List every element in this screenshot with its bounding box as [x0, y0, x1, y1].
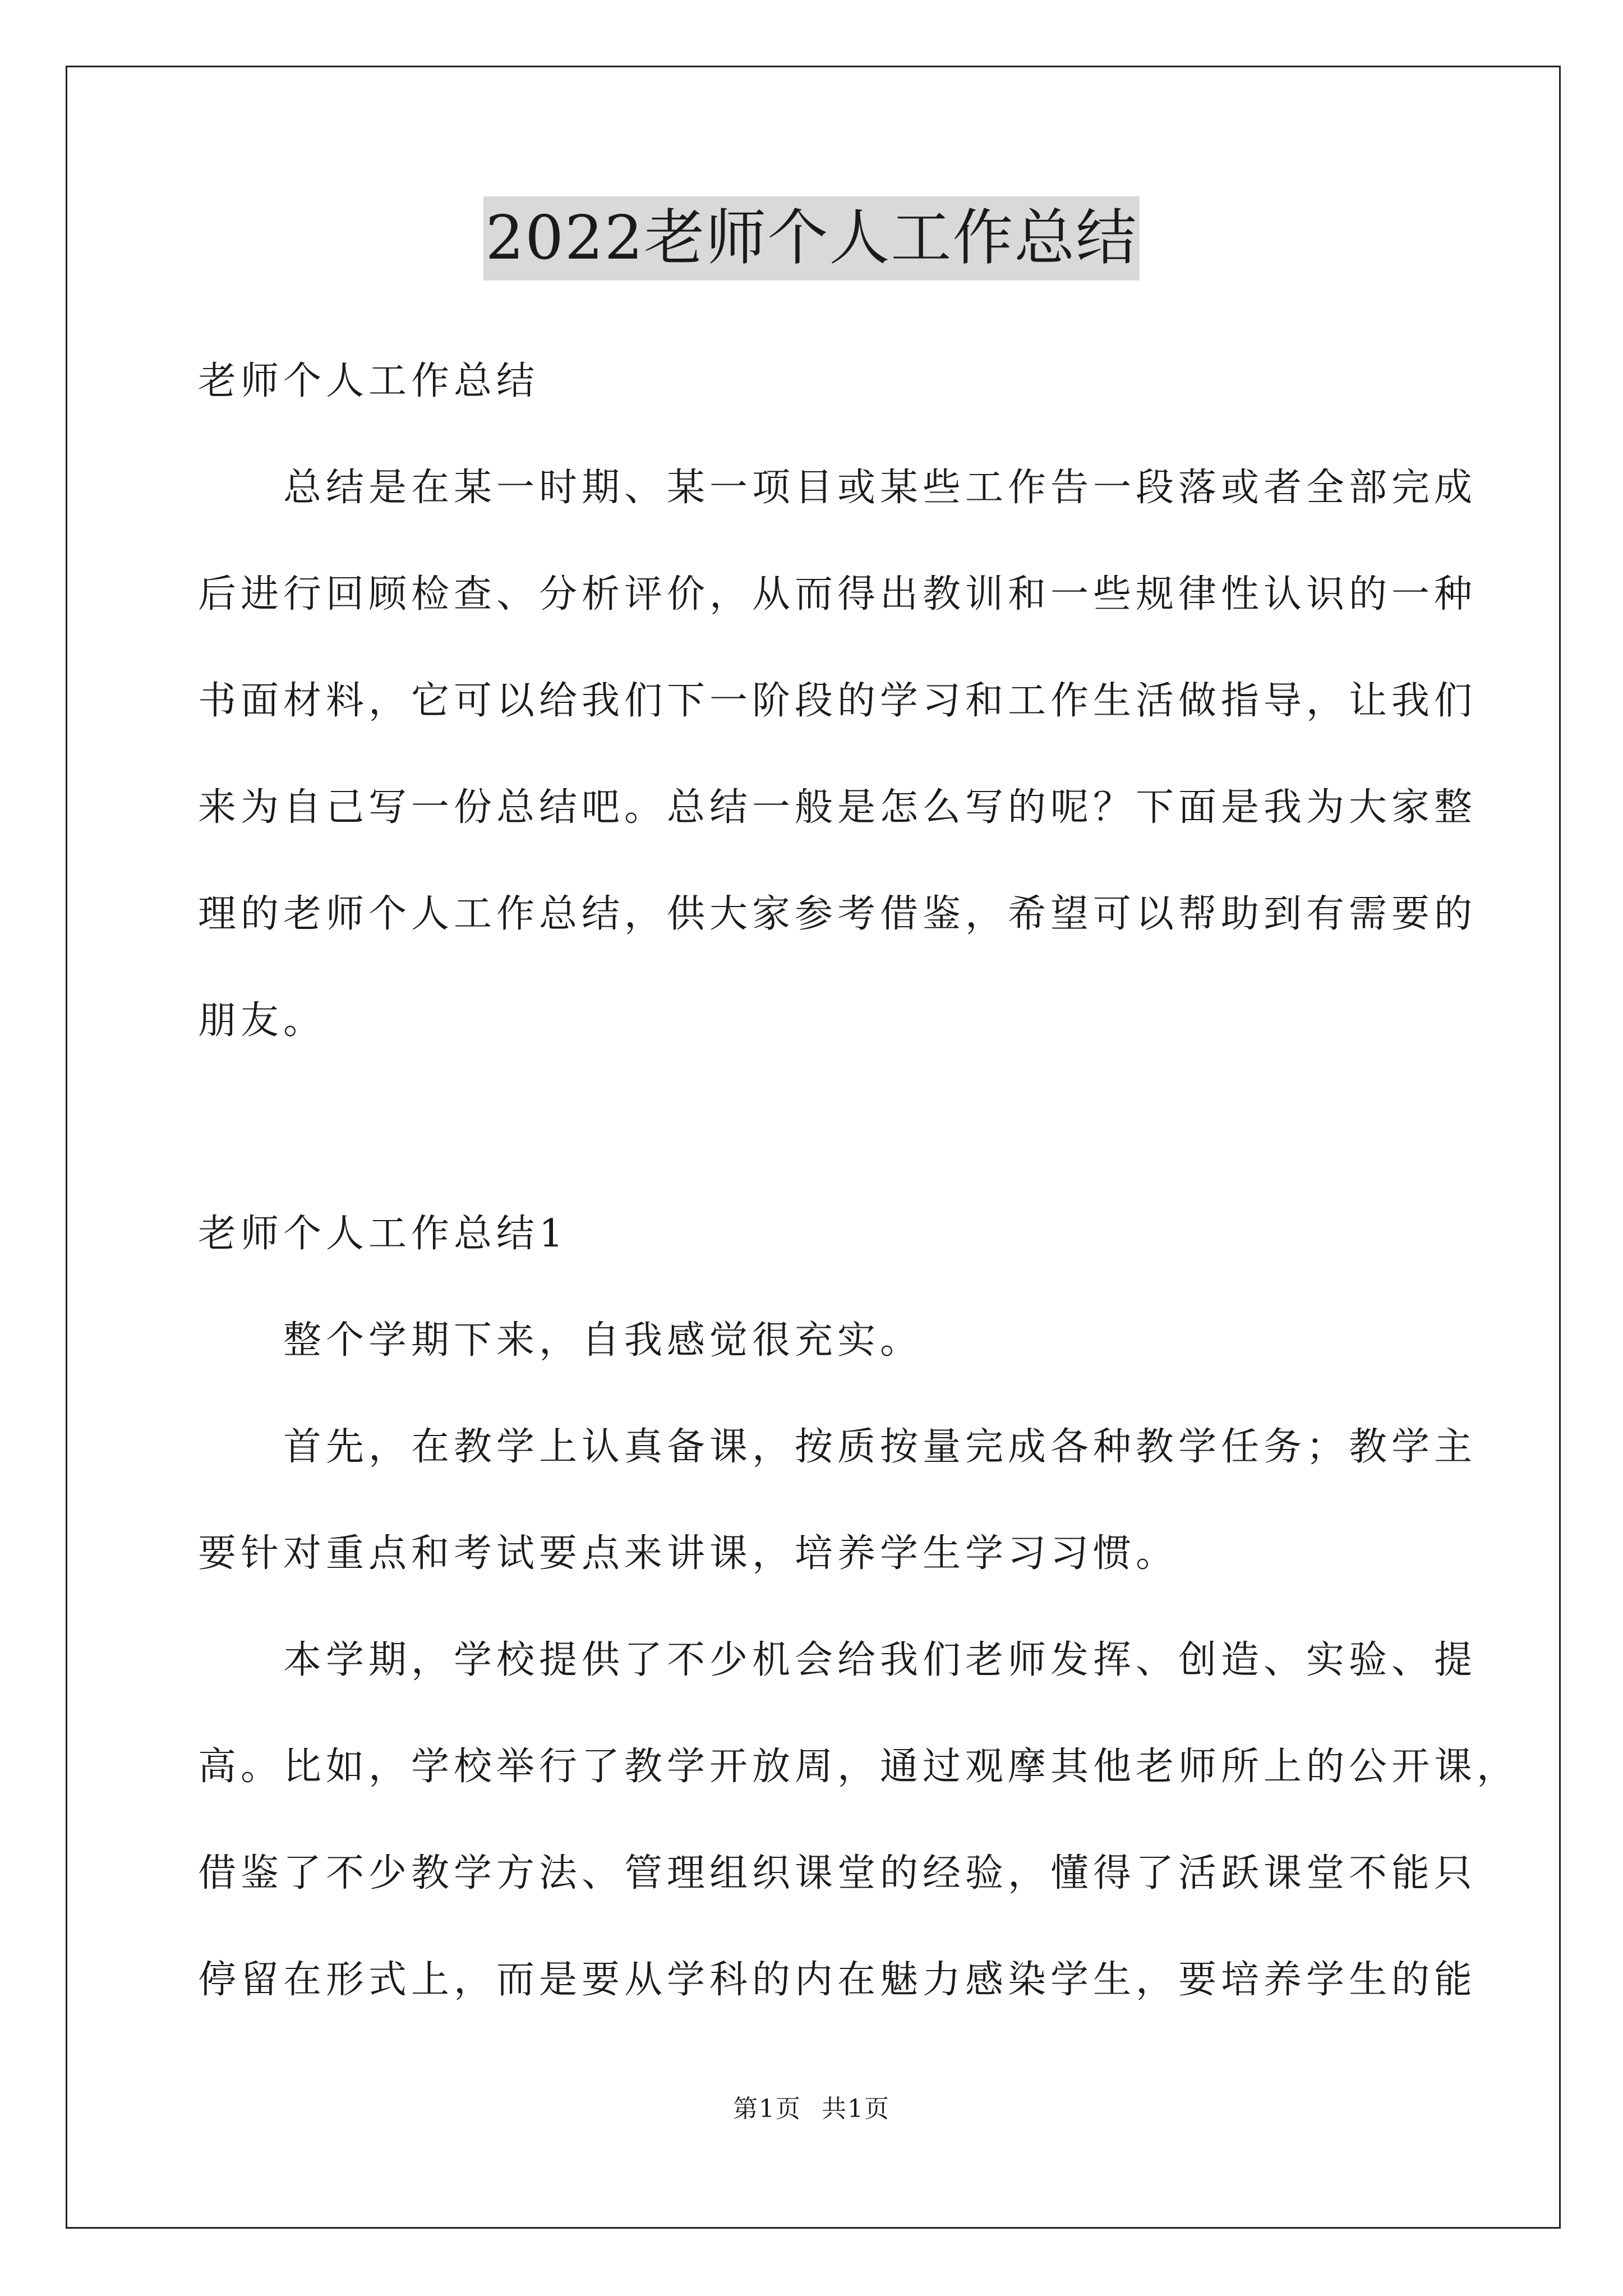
- title-container: [0, 196, 1623, 280]
- paragraph-line: 要针对重点和考试要点来讲课，培养学生学习习惯。: [198, 1531, 1179, 1576]
- page-number-current: 第1页: [733, 2095, 801, 2123]
- paragraph-line: 后进行回顾检查、分析评价，从而得出教训和一些规律性认识的一种: [198, 572, 1477, 616]
- document-title: 2022老师个人工作总结: [483, 196, 1140, 280]
- paragraph-line: 首先，在教学上认真备课，按质按量完成各种教学任务；教学主: [283, 1425, 1477, 1469]
- paragraph-line: 总结是在某一时期、某一项目或某些工作告一段落或者全部完成: [283, 466, 1477, 510]
- paragraph-line: 整个学期下来，自我感觉很充实。: [283, 1318, 923, 1363]
- section-heading-1: 老师个人工作总结1: [198, 1212, 568, 1256]
- paragraph-line: 朋友。: [198, 999, 326, 1043]
- paragraph-line: 借鉴了不少教学方法、管理组织课堂的经验，懂得了活跃课堂不能只: [198, 1851, 1477, 1895]
- paragraph-line: 书面材料，它可以给我们下一阶段的学习和工作生活做指导，让我们: [198, 679, 1477, 723]
- paragraph-line: 高。比如，学校举行了教学开放周，通过观摩其他老师所上的公开课，: [198, 1745, 1520, 1789]
- paragraph-line: 停留在形式上，而是要从学科的内在魅力感染学生，要培养学生的能: [198, 1958, 1477, 2002]
- paragraph-line: 理的老师个人工作总结，供大家参考借鉴，希望可以帮助到有需要的: [198, 892, 1477, 936]
- page-number-total: 共1页: [822, 2095, 890, 2123]
- section-heading-intro: 老师个人工作总结: [198, 359, 540, 403]
- paragraph-line: 来为自己写一份总结吧。总结一般是怎么写的呢？下面是我为大家整: [198, 785, 1477, 830]
- page-footer: [0, 2092, 1623, 2126]
- paragraph-line: 本学期，学校提供了不少机会给我们老师发挥、创造、实验、提: [283, 1638, 1477, 1682]
